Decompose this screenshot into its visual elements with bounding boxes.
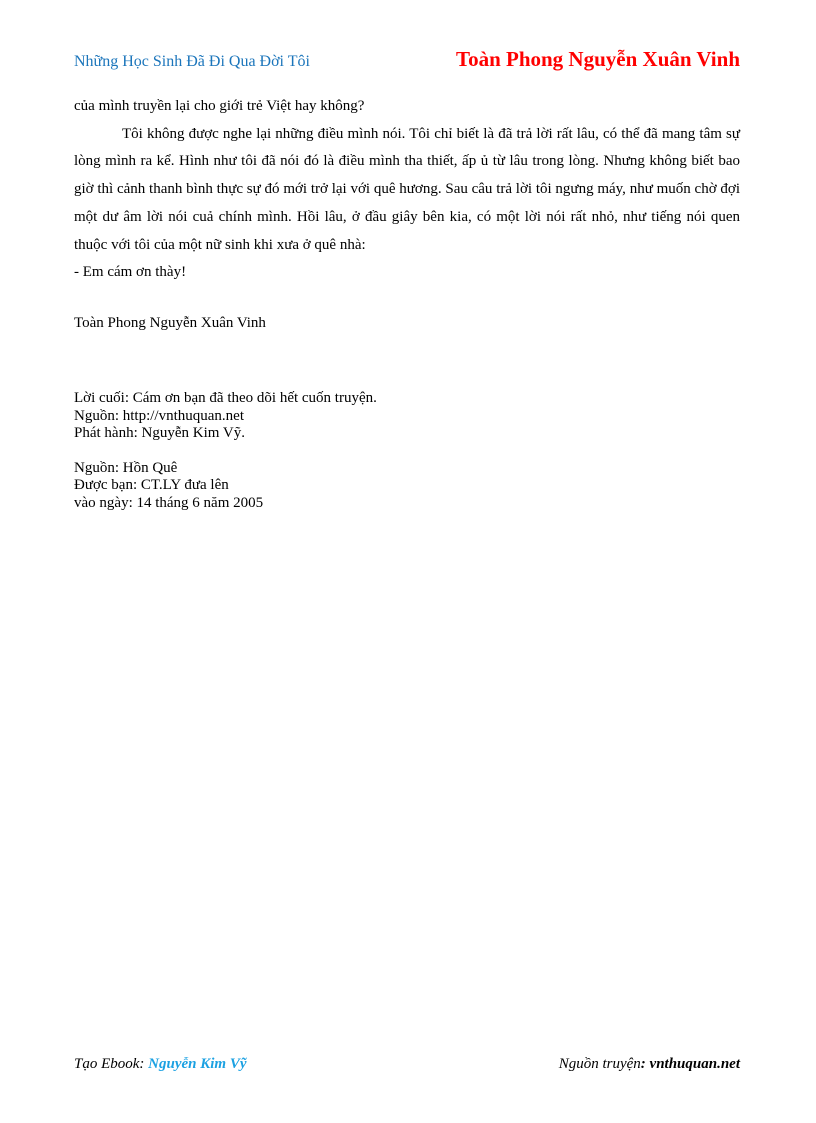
author-signature: Toàn Phong Nguyễn Xuân Vinh bbox=[74, 315, 266, 331]
paragraph-dialogue: - Em cám ơn thày! bbox=[74, 264, 187, 281]
footer-source-site: vnthuquan.net bbox=[649, 1056, 740, 1072]
closing-spacer bbox=[74, 443, 377, 460]
closing-notes bbox=[74, 390, 377, 513]
paragraph-continuation: của mình truyền lại cho giới trẻ Việt hay không? bbox=[74, 98, 365, 114]
closing-line-thanks: Lời cuối: Cám ơn bạn đã theo dõi hết cuốn truyện. bbox=[74, 390, 377, 406]
closing-line-publisher: Phát hành: Nguyễn Kim Vỹ. bbox=[74, 425, 245, 442]
header-author: Toàn Phong Nguyễn Xuân Vinh bbox=[455, 47, 740, 71]
page-footer bbox=[74, 1056, 740, 1078]
paragraph-main: Tôi không được nghe lại những điều mình nói. Tôi chỉ biết là đã trả lời rất lâu, có thể đã mang tâm sự lòng mình ra kể. Hình như tôi đã nói đó là điều mình tha thiết, ấp ủ từ lâu trong lòng. Nhưng không biết bao giờ thì cảnh thanh bình thực sự đó mới trở lại với quê hương. Sau câu trả lời tôi ngưng máy, như muốn chờ đợi một dư âm lời nói cuả chính mình. Hồi lâu, ở đầu giây bên kia, có một lời nói rất nhỏ, như tiếng nói quen thuộc với tôi của một nữ sinh khi xưa ở quê nhà: bbox=[74, 125, 740, 253]
page-header bbox=[74, 46, 740, 76]
closing-line-uploader: Được bạn: CT.LY đưa lên bbox=[74, 477, 229, 494]
closing-line-date: vào ngày: 14 tháng 6 năm 2005 bbox=[74, 494, 264, 511]
story-text bbox=[74, 93, 740, 287]
footer-source-credit: Nguồn truyện: vnthuquan.net bbox=[558, 1056, 740, 1072]
closing-line-source-url: Nguồn: http://vnthuquan.net bbox=[74, 407, 244, 424]
footer-ebook-name: Nguyễn Kim Vỹ bbox=[148, 1056, 247, 1072]
footer-ebook-label: Tạo Ebook bbox=[74, 1056, 140, 1072]
closing-line-source: Nguồn: Hồn Quê bbox=[74, 459, 178, 476]
footer-ebook-credit: Tạo Ebook: Nguyễn Kim Vỹ bbox=[74, 1056, 247, 1072]
footer-source-label: Nguồn truyện bbox=[558, 1056, 641, 1072]
book-title: Những Học Sinh Đã Đi Qua Đời Tôi bbox=[74, 53, 310, 70]
